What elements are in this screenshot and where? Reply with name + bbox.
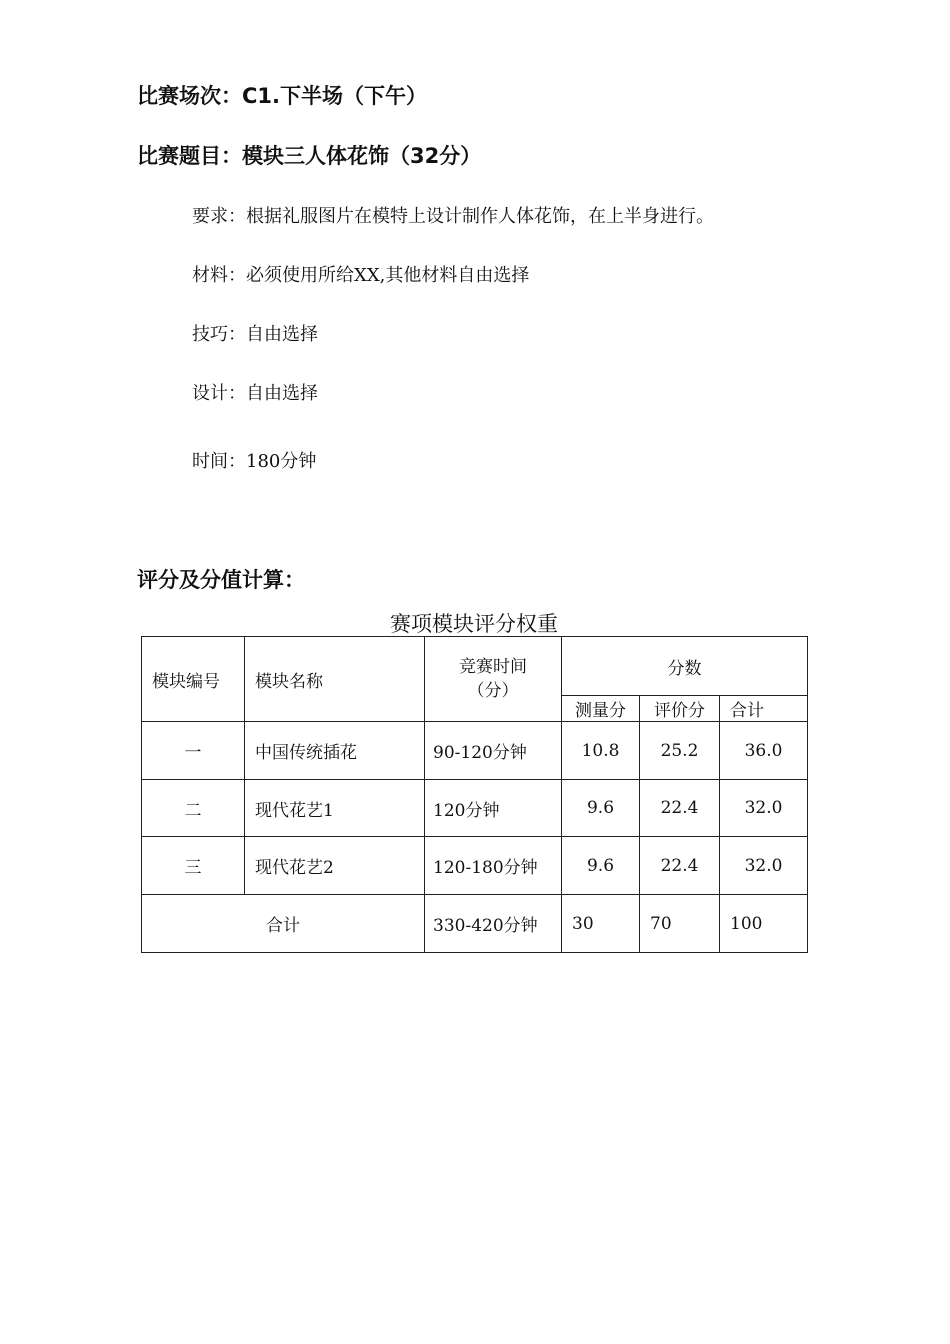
row-module-name: 现代花艺1	[245, 780, 425, 837]
row-total: 32.0	[720, 780, 808, 837]
summary-label: 合计	[142, 895, 425, 953]
row-module-name: 中国传统插花	[245, 722, 425, 780]
row-measured: 10.8	[562, 722, 640, 780]
material-line: 材料：必须使用所给XX,其他材料自由选择	[192, 265, 530, 286]
technique-line: 技巧：自由选择	[192, 324, 318, 345]
header-module-name: 模块名称	[245, 637, 425, 722]
row-judged: 22.4	[640, 837, 720, 895]
row-time: 120-180分钟	[425, 837, 562, 895]
row-module-no: 一	[142, 722, 245, 780]
row-judged: 25.2	[640, 722, 720, 780]
header-time	[425, 637, 562, 722]
row-time: 120分钟	[425, 780, 562, 837]
header-time-line1: 竞赛时间	[459, 657, 527, 677]
summary-total: 100	[720, 895, 808, 953]
score-weight-table	[141, 636, 808, 953]
row-measured: 9.6	[562, 780, 640, 837]
table-header-row	[142, 637, 808, 696]
table-row	[142, 837, 808, 895]
requirement-line: 要求：根据礼服图片在模特上设计制作人体花饰，在上半身进行。	[192, 206, 714, 227]
header-total: 合计	[720, 696, 808, 722]
summary-time: 330-420分钟	[425, 895, 562, 953]
summary-measured: 30	[562, 895, 640, 953]
row-total: 32.0	[720, 837, 808, 895]
session-line: 比赛场次：C1.下半场（下午）	[137, 84, 427, 108]
row-time: 90-120分钟	[425, 722, 562, 780]
row-module-no: 二	[142, 780, 245, 837]
row-judged: 22.4	[640, 780, 720, 837]
table-summary-row	[142, 895, 808, 953]
header-measured: 测量分	[562, 696, 640, 722]
header-time-line2: （分）	[467, 681, 519, 701]
table-caption: 赛项模块评分权重	[390, 612, 558, 636]
header-judged: 评价分	[640, 696, 720, 722]
header-module-no: 模块编号	[142, 637, 245, 722]
scoring-heading: 评分及分值计算：	[137, 568, 305, 592]
topic-line: 比赛题目：模块三人体花饰（32分）	[137, 144, 482, 168]
row-module-name: 现代花艺2	[245, 837, 425, 895]
time-line: 时间：180分钟	[192, 451, 317, 472]
summary-judged: 70	[640, 895, 720, 953]
design-line: 设计：自由选择	[192, 383, 318, 404]
table-row	[142, 722, 808, 780]
header-score: 分数	[562, 637, 808, 696]
row-total: 36.0	[720, 722, 808, 780]
table-row	[142, 780, 808, 837]
row-module-no: 三	[142, 837, 245, 895]
row-measured: 9.6	[562, 837, 640, 895]
